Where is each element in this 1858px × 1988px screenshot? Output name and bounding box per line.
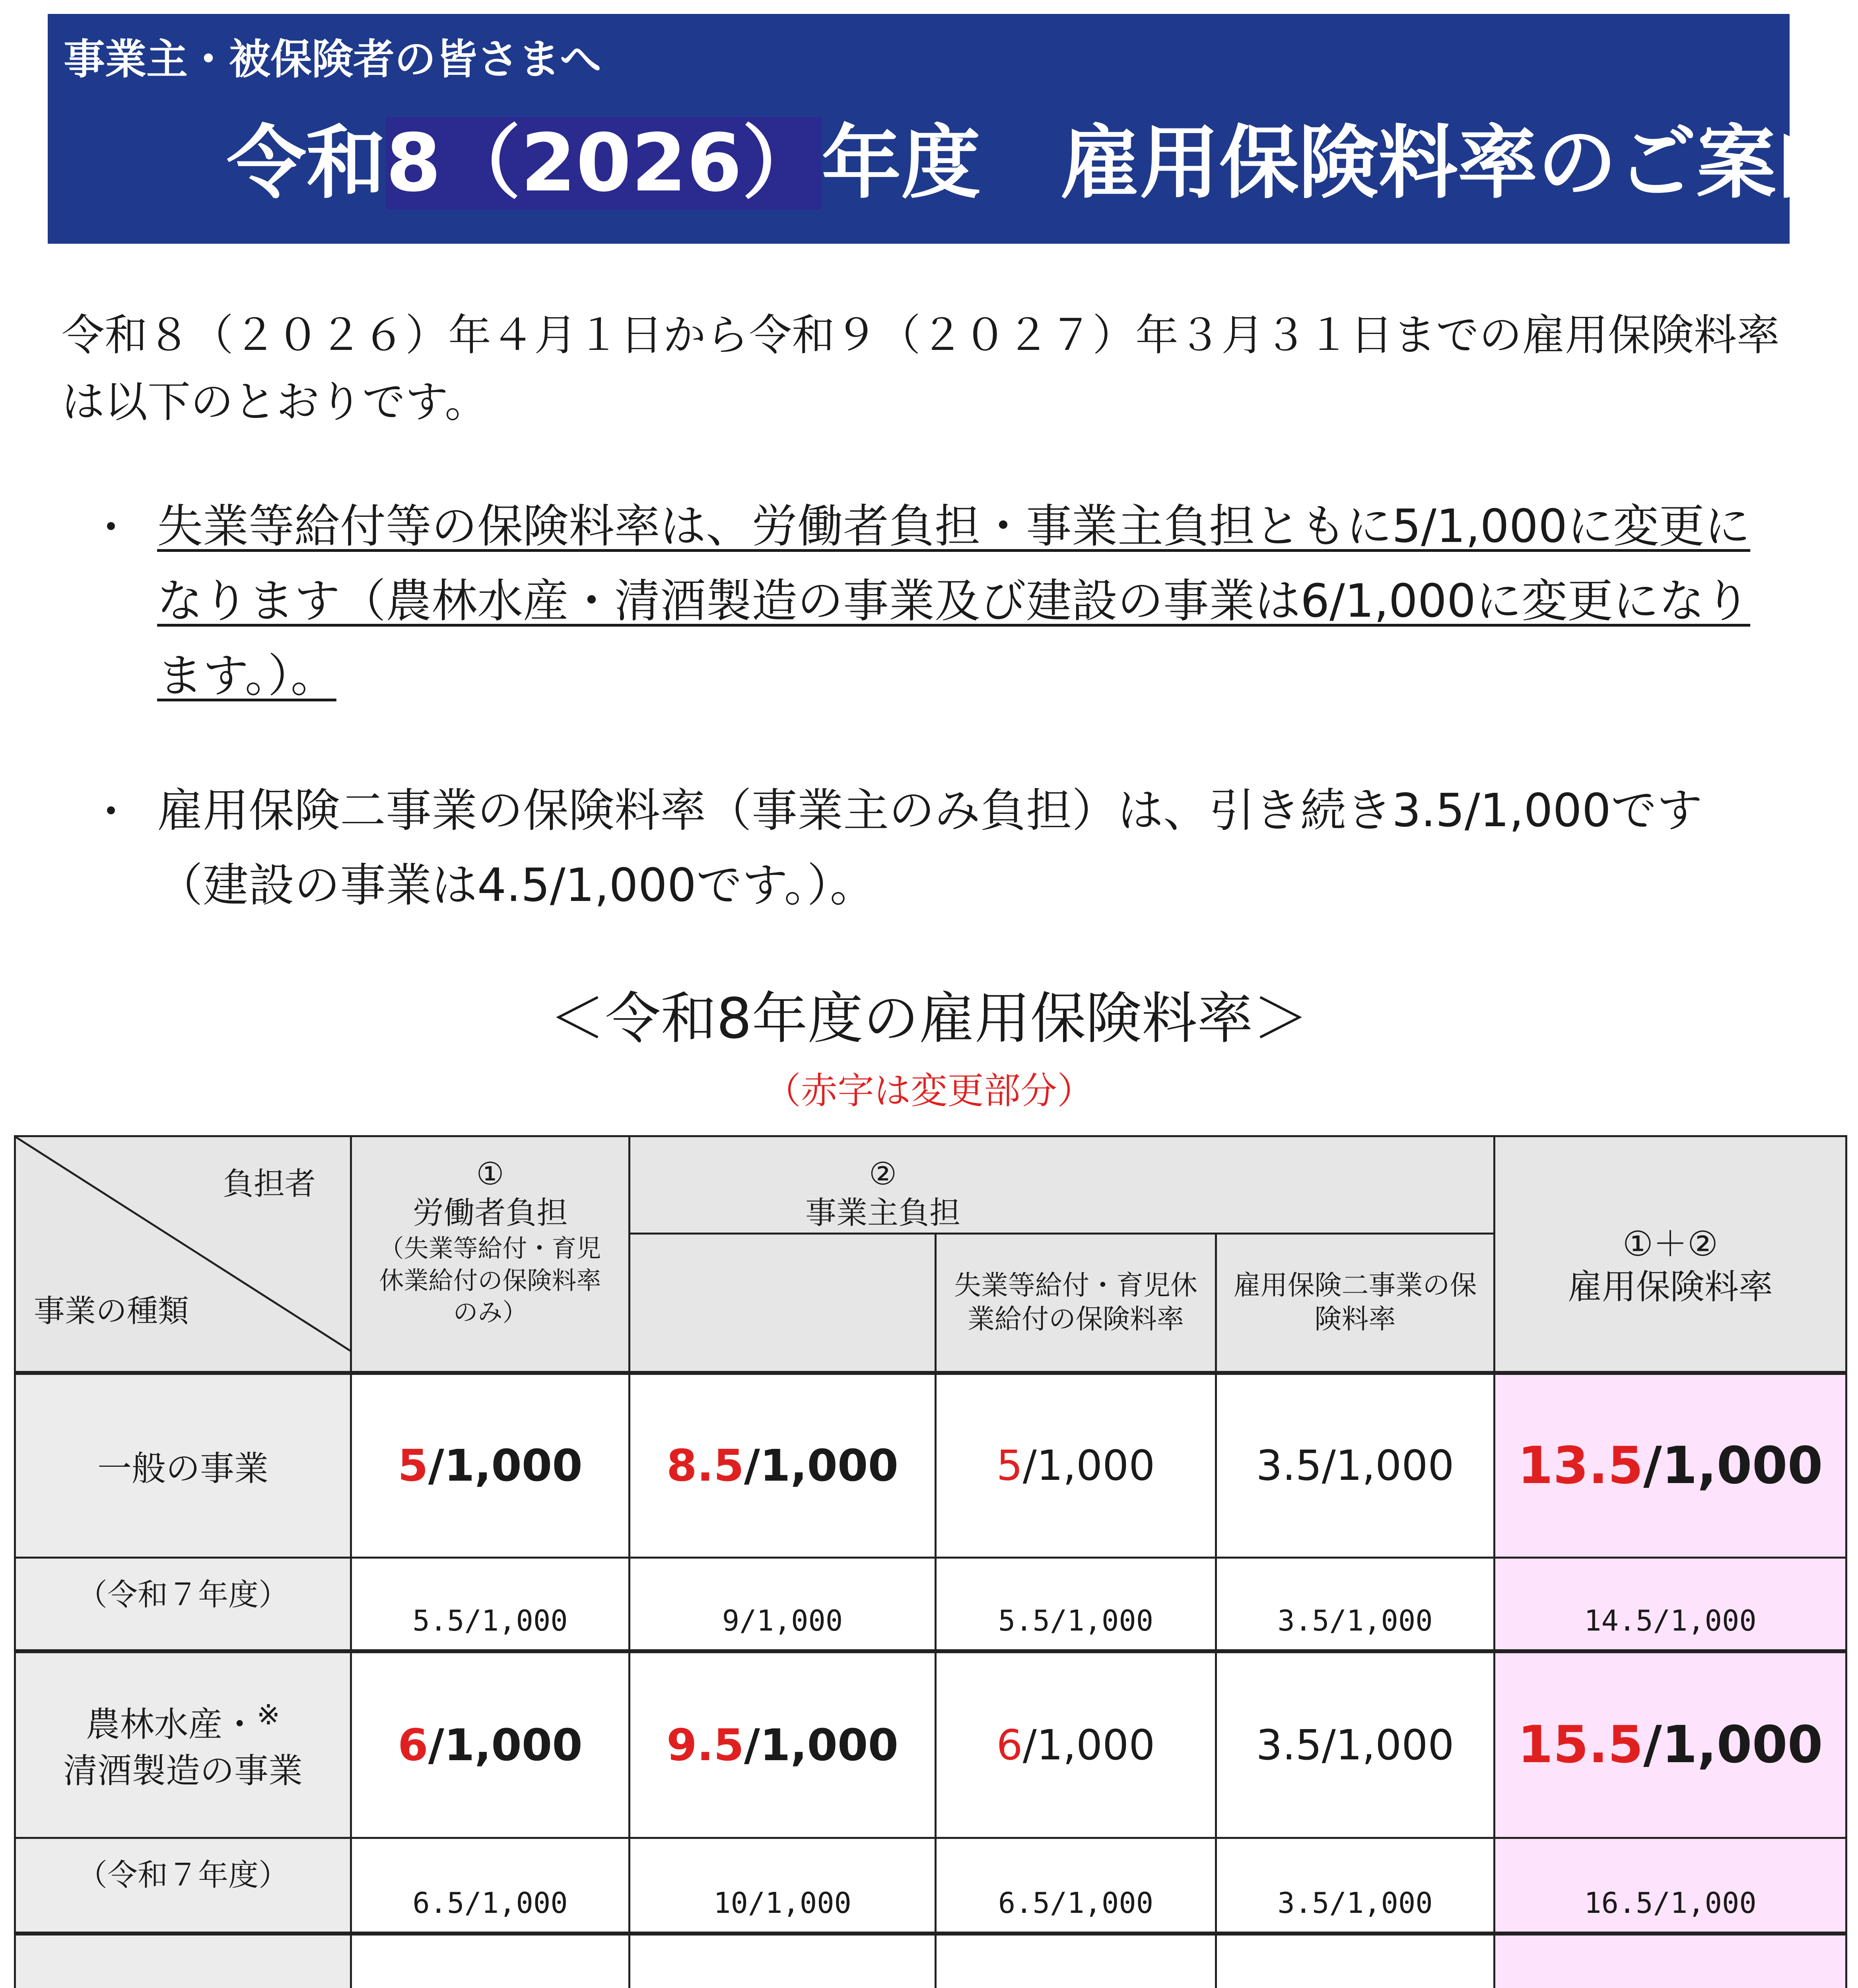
audience-subtitle: 事業主・被保険者の皆さまへ [64,35,602,83]
employer-rate [630,1934,936,1988]
employer-total-subheader [630,1234,936,1373]
total-rate: 15.5/1,000 [1495,1651,1846,1838]
unemployment-rate [936,1934,1216,1988]
page-title: 令和8（2026）年度 雇用保険料率のご案内 [227,117,1856,210]
table-header-row [15,1136,1846,1234]
bullet-marker: ・ [89,503,133,553]
prev-value: 9/1,000 [630,1558,936,1651]
unemployment-rate: 6/1,000 [936,1651,1216,1838]
employer-share-header: ② 事業主負担 [630,1136,1495,1234]
total-rate: 13.5/1,000 [1495,1373,1846,1558]
prev-year-label: （令和７年度） [15,1838,351,1934]
table-row [15,1373,1846,1558]
table-row-prev [15,1558,1846,1651]
prev-value: 10/1,000 [630,1838,936,1934]
prev-value: 5.5/1,000 [936,1558,1216,1651]
two-projects-rate [1216,1934,1495,1988]
prev-value: 6.5/1,000 [351,1838,630,1934]
title-year-highlight: 8（2026） [386,117,822,210]
table-title: ＜令和8年度の雇用保険料率＞ [549,986,1309,1051]
prev-value: 16.5/1,000 [1495,1838,1846,1934]
worker-share-header: ① 労働者負担 （失業等給付・育児休業給付の保険料率のみ） [351,1136,630,1373]
prev-value: 6.5/1,000 [936,1838,1216,1934]
prev-value: 5.5/1,000 [351,1558,630,1651]
worker-rate: 6/1,000 [351,1651,630,1838]
intro-paragraph: 令和８（２０２６）年４月１日から令和９（２０２７）年３月３１日までの雇用保険料率は以下のとおりです。 [62,311,1780,427]
prev-value: 3.5/1,000 [1216,1558,1495,1651]
table-row [15,1934,1846,1988]
category-cell: 一般の事業 [15,1373,351,1558]
rate-table [14,1135,1847,1988]
worker-rate: 5/1,000 [351,1373,630,1558]
category-cell: 農林水産・※ 清酒製造の事業 [15,1651,351,1838]
prev-year-label: （令和７年度） [15,1558,351,1651]
total-rate-header: ①＋② 雇用保険料率 [1495,1136,1846,1373]
table-row [15,1651,1846,1838]
two-projects-rate: 3.5/1,000 [1216,1373,1495,1558]
bullet-2: 雇用保険二事業の保険料率（事業主のみ負担）は、引き続き3.5/1,000です（建設の事業は4.5/1,000です。）。 [157,784,1703,912]
two-projects-header: 雇用保険二事業の保険料率 [1216,1234,1495,1373]
employer-rate: 8.5/1,000 [630,1373,936,1558]
worker-rate [351,1934,630,1988]
bullet-1: 失業等給付等の保険料率は、労働者負担・事業主負担ともに5/1,000に変更になります（農林水産・清酒製造の事業及び建設の事業は6/1,000に変更になります。）。 [157,500,1751,703]
employer-rate: 9.5/1,000 [630,1651,936,1838]
header-corner-cell [15,1136,351,1373]
prev-value: 14.5/1,000 [1495,1558,1846,1651]
category-cell [15,1934,351,1988]
unemployment-benefit-header: 失業等給付・育児休業給付の保険料率 [936,1234,1216,1373]
header-banner [48,14,1856,244]
prev-value: 3.5/1,000 [1216,1838,1495,1934]
total-rate [1495,1934,1846,1988]
payer-label: 負担者 [223,1166,316,1202]
two-projects-rate: 3.5/1,000 [1216,1651,1495,1838]
unemployment-rate: 5/1,000 [936,1373,1216,1558]
change-note: （赤字は変更部分） [764,1070,1094,1112]
table-row-prev [15,1838,1846,1934]
business-type-label: 事業の種類 [34,1293,189,1329]
bullet-marker: ・ [89,787,133,837]
